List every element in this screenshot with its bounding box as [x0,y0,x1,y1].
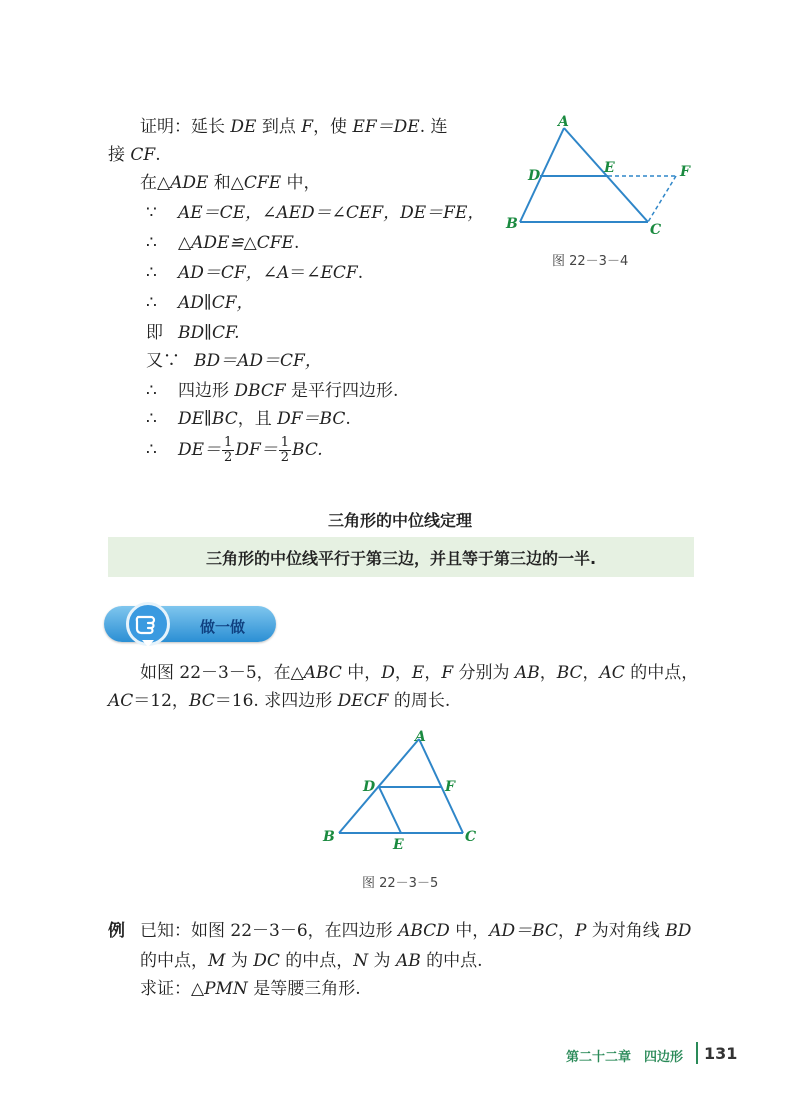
activity-label: 做一做 [200,618,246,636]
label-a: A [415,729,426,745]
hand-icon [129,605,167,643]
label-e: E [604,160,615,176]
label-d: D [528,168,541,184]
proof-line-12: ∴ DE＝ $\frac{1}{2}$ DF＝ $\frac{1}{2}$ BC. [146,435,323,465]
chevron-down-icon [142,640,154,648]
example-line-1: 已知：如图 22－3－6，在四边形 ABCD 中，AD＝BC，P 为对角线 BD [140,921,692,941]
proof-line-5: ∴ △ADE≌△CFE. [146,233,300,253]
proof-line-2: 接 CF. [108,145,161,165]
proof-line-10: ∴ 四边形 DBCF 是平行四边形. [146,381,399,401]
label-b: B [506,216,518,232]
label-e: E [393,837,404,853]
therefore-symbol: ∴ [146,263,157,283]
figure-22-3-5 [315,725,495,855]
theorem-box [108,537,694,577]
figure-caption-22-3-5: 图 22－3－5 [362,876,439,891]
proof-line-7: ∴ AD∥CF， [146,293,254,313]
chapter-title: 第二十二章 四边形 [566,1050,684,1065]
proof-line-8: 即 BD∥CF. [146,323,240,343]
activity-badge [104,602,278,646]
therefore-symbol: ∴ [146,293,157,313]
therefore-symbol: ∴ [146,233,157,253]
label-f: F [445,779,455,795]
theorem-text: 三角形的中位线平行于第三边，并且等于第三边的一半. [205,548,597,568]
because-symbol: ∵ [146,203,157,223]
therefore-symbol: ∴ [146,381,157,401]
label-c: C [465,829,477,845]
therefore-symbol: ∴ [146,440,157,460]
proof-line-3: 在△ADE 和△CFE 中， [140,173,321,193]
proof-line-1: 证明：延长 DE 到点 F，使 EF＝DE. 连 [140,117,448,137]
label-c: C [650,222,662,238]
proof-line-4: ∵ AE＝CE，∠AED＝∠CEF，DE＝FE， [146,203,485,223]
label-b: B [323,829,335,845]
page-number: 131 [704,1044,738,1063]
theorem-title: 三角形的中位线定理 [327,511,472,530]
proof-line-11: ∴ DE∥BC，且 DF＝BC. [146,409,351,429]
fraction-half: $\frac{1}{2}$ [224,435,233,465]
example-line-2: 的中点，M 为 DC 的中点，N 为 AB 的中点. [140,951,483,971]
figure-caption-22-3-4: 图 22－3－4 [552,254,629,269]
namely-word: 即 [146,323,163,343]
segment-fc-dashed [648,176,676,222]
figure-22-3-4 [500,110,710,240]
activity-line-1: 如图 22－3－5，在△ABC 中，D，E，F 分别为 AB，BC，AC 的中点， [140,663,699,683]
activity-line-2: AC＝12，BC＝16. 求四边形 DECF 的周长. [108,691,451,711]
proof-line-6: ∴ AD＝CF，∠A＝∠ECF. [146,263,364,283]
also-because-symbol: 又∵ [146,351,180,371]
example-line-3: 求证：△PMN 是等腰三角形. [140,979,361,999]
fraction-half: $\frac{1}{2}$ [280,435,290,465]
label-f: F [680,164,690,180]
proof-line-9: 又∵ BD＝AD＝CF， [146,351,322,371]
footer-divider [696,1042,698,1064]
label-a: A [558,114,569,130]
segment-de [379,787,401,833]
label-d: D [363,779,376,795]
therefore-symbol: ∴ [146,409,157,429]
example-tag: 例 [108,921,125,941]
